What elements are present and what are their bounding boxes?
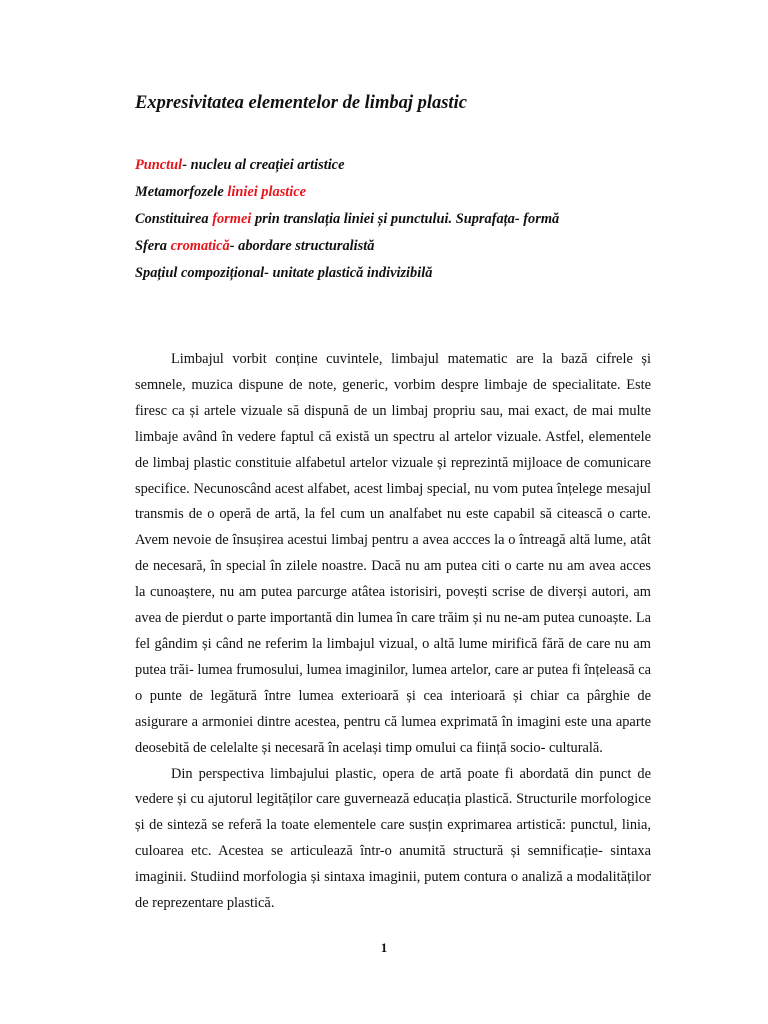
topic-highlight: Punctul — [135, 157, 183, 173]
topic-text: Spațiul compozițional- unitate plastică indivizibilă — [135, 265, 433, 281]
topic-item-linia — [135, 179, 559, 206]
document-title: Expresivitatea elementelor de limbaj plastic — [135, 93, 467, 113]
topic-highlight: cromatică — [170, 238, 230, 254]
topic-text: - abordare structuralistă — [229, 238, 375, 254]
paragraph: Limbajul vorbit conține cuvintele, limbajul matematic are la bază cifrele și semnele, muzica dispune de note, generic, vorbim despre limbaje de specialitate. Este firesc ca și artele vizuale să dispună de un limbaj propriu sau, mai exact, de mai multe limbaje având în vedere faptul că există un spectru al artelor vizuale. Astfel, elementele de limbaj plastic constituie alfabetul artelor vizuale și reprezintă mijloace de comunicare specifice. Necunoscând acest alfabet, acest limbaj special, nu vom putea înțelege mesajul transmis de o operă de artă, la fel cum un analfabet nu este capabil să citească o carte. Avem nevoie de însușirea acestui limbaj pentru a avea accces la o întreagă altă lume, atât de necesară, în special în zilele noastre. Dacă nu am putea citi o carte nu am avea acces la cunoaștere, nu am putea parcurge atâtea istorisiri, povești scrise de diverși autori, am avea de pierdut o parte importantă din lumea în care trăim și nu ne-am putea cunoaște. La fel gândim și când ne referim la limbajul vizual, o altă lume mirifică fără de care nu am putea trăi- lumea frumosului, lumea imaginilor, lumea artelor, care ar putea fi înțeleasă ca o punte de legătură între lumea exterioară și cea interioară și chiar ca pârghie de asigurare a armoniei dintre acestea, pentru că lumea exprimată în imagini este una aparte deosebită de celelalte și necesară în același timp omului ca ființă socio- culturală. — [135, 351, 651, 756]
topic-text: Sfera — [135, 238, 171, 254]
body-text — [135, 347, 651, 917]
topic-list — [135, 152, 559, 287]
topic-item-punctul — [135, 152, 559, 179]
topic-item-cromatica — [135, 233, 559, 260]
topic-text: Constituirea — [135, 211, 213, 227]
topic-text: prin translația liniei și punctului. Suprafața- formă — [251, 211, 560, 227]
page-number: 1 — [380, 940, 388, 955]
topic-highlight: formei — [212, 211, 252, 227]
paragraph: Din perspectiva limbajului plastic, opera de artă poate fi abordată din punct de vedere și cu ajutorul legităților care guvernează educația plastică. Structurile morfologice și de sinteză se referă la toate elementele care susțin exprimarea artistică: punctul, linia, culoarea etc. Acestea se articulează într-o anumită structură și semnificație- sintaxa imaginii. Studiind morfologia și sintaxa imaginii, putem contura o analiză a modalităților de reprezentare plastică. — [135, 765, 651, 912]
topic-item-forma — [135, 206, 559, 233]
topic-item-spatiul — [135, 260, 559, 287]
topic-highlight: liniei plastice — [227, 184, 307, 200]
topic-text: - nucleu al creației artistice — [182, 157, 345, 173]
topic-text: Metamorfozele — [135, 184, 228, 200]
